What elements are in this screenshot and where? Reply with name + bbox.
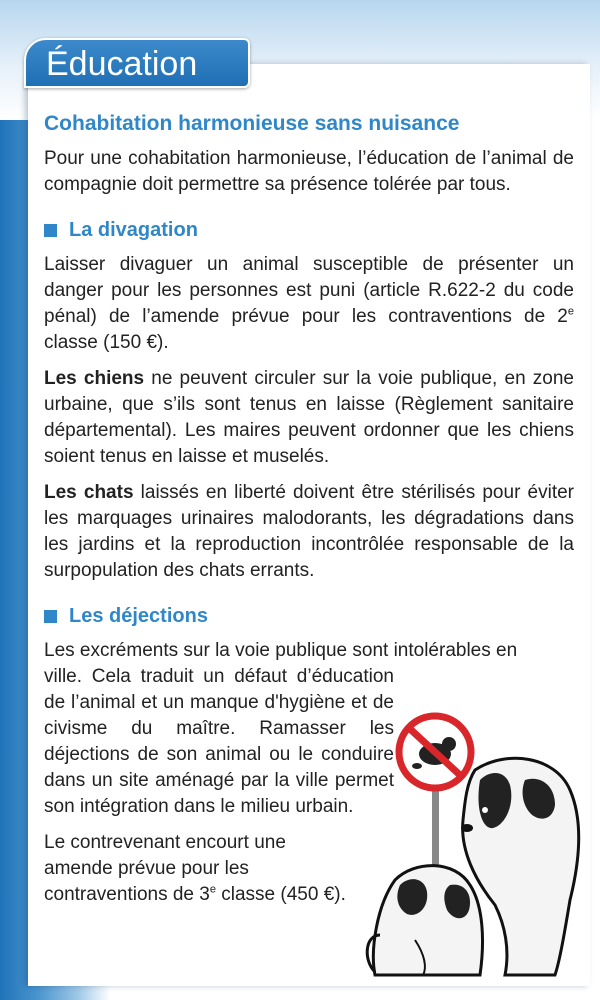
dejections-line1: Les excréments sur la voie publique sont intolérables en xyxy=(44,640,518,661)
penalty-sup: e xyxy=(209,883,216,896)
square-bullet-icon xyxy=(44,610,57,623)
section-header-tab xyxy=(24,38,250,88)
intro-paragraph: Pour une cohabitation harmonieuse, l’éducation de l’animal de compagnie doit permettre sa présence tolérée par tous. xyxy=(44,148,574,195)
penalty-text-b: classe (450 €). xyxy=(215,884,346,905)
chiens-paragraph xyxy=(44,366,574,470)
chiens-text: ne peuvent circuler sur la voie publique, en zone urbaine, que s’ils sont tenus en laisse (Règlement sanitaire départemental). Les maires peuvent ordonner que les chiens soient tenus en laisse et muselés. xyxy=(44,368,574,467)
small-dog-icon xyxy=(367,866,482,975)
section-divagation xyxy=(44,216,574,584)
dejections-heading xyxy=(44,602,574,630)
divagation-text-b: classe (150 €). xyxy=(44,332,169,353)
section-title: Éducation xyxy=(46,45,198,83)
chats-bold: Les chats xyxy=(44,482,134,503)
intro-heading: Cohabitation harmonieuse sans nuisance xyxy=(44,112,460,135)
divagation-heading-label: La divagation xyxy=(69,219,198,241)
dogs-illustration xyxy=(355,710,585,980)
penalty-text-a: Le contrevenant encourt une amende prévue pour les contraventions de 3 xyxy=(44,832,286,905)
divagation-text-a: Laisser divaguer un animal susceptible de présenter un danger pour les personnes est puni (article R.622-2 du code pénal) de l’amende prévue pour les contraventions de 2 xyxy=(44,254,574,327)
dejections-paragraph: ville. Cela traduit un défaut d’éducation de l’animal et un manque d'hygiène et de civisme du maître. Ramasser les déjections de son animal ou le conduire dans un site aménagé par la ville permet son intégration dans le milieu urbain. xyxy=(44,666,394,817)
square-bullet-icon xyxy=(44,224,57,237)
divagation-heading xyxy=(44,216,574,244)
divagation-paragraph xyxy=(44,252,574,356)
chats-text: laissés en liberté doivent être stérilisés pour éviter les marquages urinaires malodorants, les dégradations dans les jardins et la reproduction incontrôlée responsable de la surpopulation des chats errants. xyxy=(44,482,574,581)
chiens-bold: Les chiens xyxy=(44,368,145,389)
chats-paragraph xyxy=(44,480,574,584)
divagation-sup: e xyxy=(567,305,574,318)
dejections-heading-label: Les déjections xyxy=(69,605,208,627)
penalty-paragraph xyxy=(44,830,354,908)
